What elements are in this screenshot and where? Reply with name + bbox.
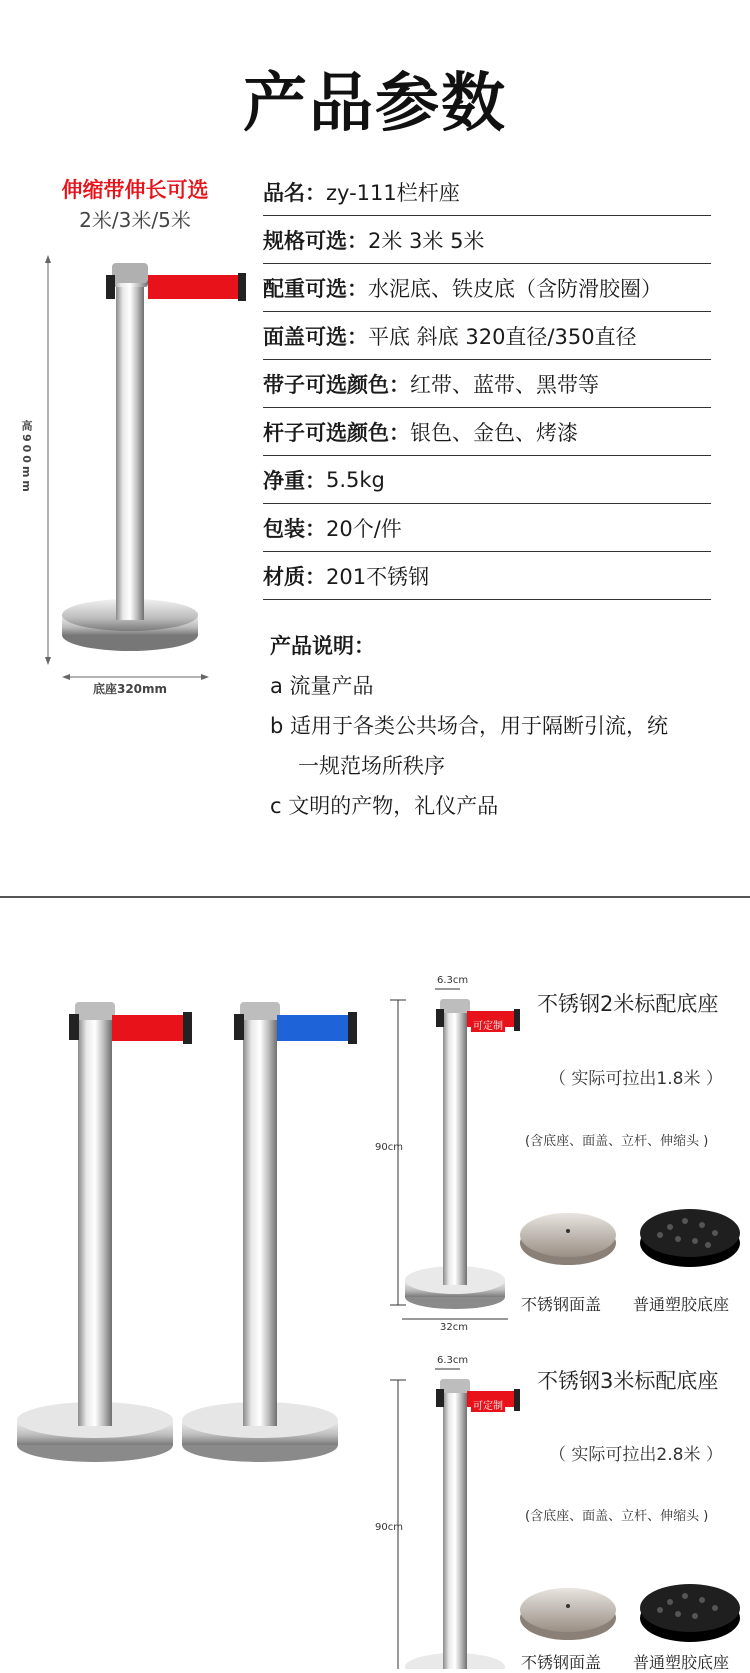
base-options — [520, 1195, 745, 1275]
stanchion-diagram — [40, 255, 255, 685]
plastic-base-label: 普通塑胶底座 — [633, 1295, 730, 1314]
base-diameter-label: 底座320mm — [92, 682, 168, 696]
height-label: 高900mm — [20, 420, 33, 495]
red-belt-stanchion — [17, 1002, 192, 1462]
steel-cover-image — [520, 1213, 616, 1265]
pole-diameter-label: 6.3cm — [437, 975, 469, 986]
pull-length-note: （ 实际可拉出2.8米 ） — [549, 1445, 723, 1465]
spec-row-pole-color: 杆子可选颜色： 银色、金色、烤漆 — [263, 408, 711, 456]
steel-cover-label: 不锈钢面盖 — [521, 1295, 602, 1314]
steel-cover-image — [520, 1588, 616, 1640]
red-belt — [112, 1015, 188, 1041]
base-width-label: 32cm — [440, 1322, 468, 1333]
customizable-tag: 可定制 — [471, 1017, 505, 1032]
belt-length-note: 伸缩带伸长可选 — [61, 178, 209, 202]
product-title: 不锈钢2米标配底座 — [537, 992, 719, 1016]
spec-row-belt-color: 带子可选颜色： 红带、蓝带、黑带等 — [263, 360, 711, 408]
spec-row-net-weight: 净重： 5.5kg — [263, 456, 711, 504]
pull-length-note: （ 实际可拉出1.8米 ） — [549, 1069, 723, 1089]
product-title: 不锈钢3米标配底座 — [537, 1369, 719, 1393]
spec-row-name: 品名： zy-111栏杆座 — [263, 168, 711, 216]
steel-cover-label: 不锈钢面盖 — [521, 1653, 602, 1672]
belt-length-options: 2米/3米/5米 — [79, 208, 191, 232]
spec-row-material: 材质： 201不锈钢 — [263, 552, 711, 600]
page-title: 产品参数 — [243, 67, 507, 141]
customizable-tag: 可定制 — [471, 1397, 505, 1412]
plastic-base-image — [640, 1584, 740, 1642]
blue-belt — [277, 1015, 353, 1041]
stanchion-pair-photo — [15, 990, 365, 1465]
description-item: b 适用于各类公共场合，用于隔断引流，统 — [270, 714, 669, 738]
description-item: 一规范场所秩序 — [298, 754, 445, 778]
spec-row-packing: 包装： 20个/件 — [263, 504, 711, 552]
spec-row-size: 规格可选： 2米 3米 5米 — [263, 216, 711, 264]
pole-diameter-label: 6.3cm — [437, 1355, 469, 1366]
spec-row-cover: 面盖可选： 平底 斜底 320直径/350直径 — [263, 312, 711, 360]
blue-belt-stanchion — [182, 1002, 357, 1462]
includes-note: (含底座、面盖、立杆、伸缩头 ) — [525, 1134, 709, 1149]
description-item: a 流量产品 — [270, 674, 374, 698]
plastic-base-image — [640, 1209, 740, 1267]
red-belt — [148, 275, 243, 299]
spec-table — [263, 168, 711, 600]
description-item: c 文明的产物，礼仪产品 — [270, 794, 499, 818]
plastic-base-label: 普通塑胶底座 — [633, 1653, 730, 1672]
stanchion-3m-diagram — [380, 1355, 530, 1669]
pole-height-label: 90cm — [375, 1142, 403, 1153]
base-options — [520, 1570, 745, 1650]
includes-note: (含底座、面盖、立杆、伸缩头 ) — [525, 1509, 709, 1524]
spec-row-weight-base: 配重可选： 水泥底、铁皮底（含防滑胶圈） — [263, 264, 711, 312]
pole-height-label: 90cm — [375, 1522, 403, 1533]
section-divider — [0, 896, 750, 898]
description-title: 产品说明： — [270, 634, 375, 658]
